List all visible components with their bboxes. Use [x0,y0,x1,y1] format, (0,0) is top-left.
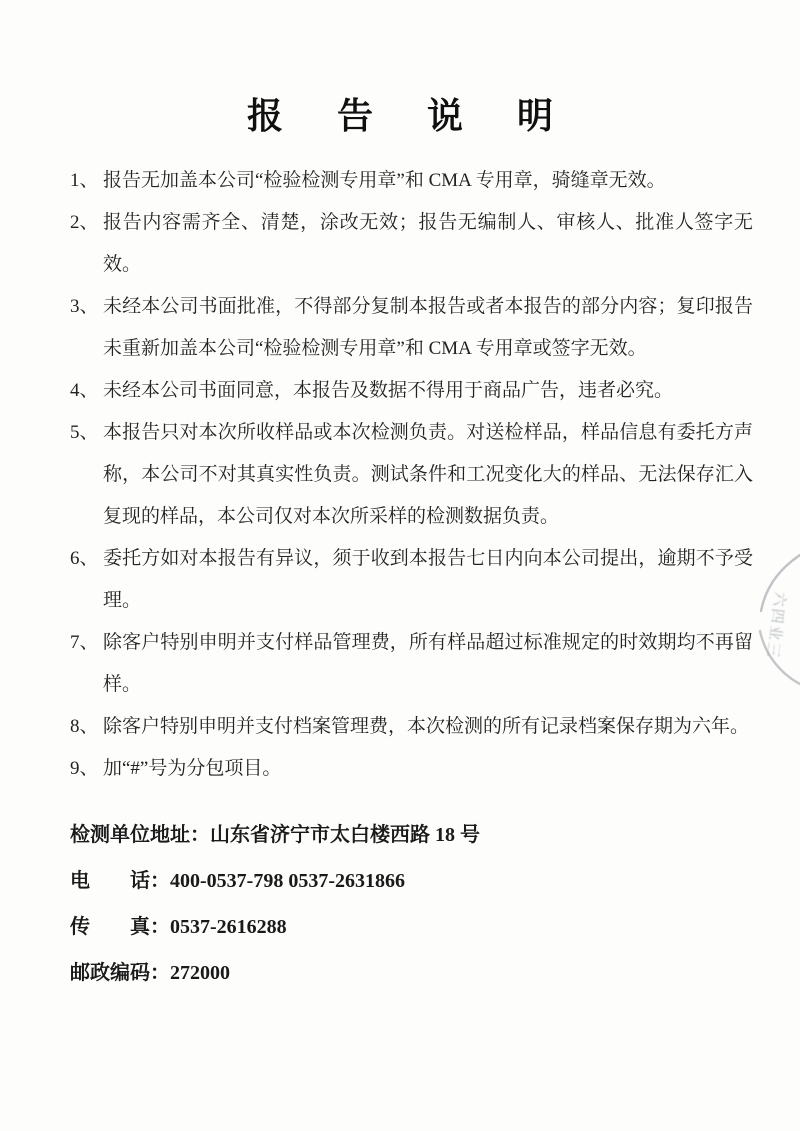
note-item-2 [70,202,753,286]
note-text: 本报告只对本次所收样品或本次检测负责。对送检样品，样品信息有委托方声称，本公司不对其真实性负责。测试条件和工况变化大的样品、无法保存汇入复现的样品，本公司仅对本次所采样的检测数据负责。 [103,422,753,527]
note-text: 未经本公司书面同意，本报告及数据不得用于商品广告，违者必究。 [103,380,674,401]
contact-phone-label: 电 话： [70,870,170,892]
note-number: 5、 [70,422,99,443]
stamp-arc-icon [754,543,800,695]
note-item-5 [70,412,753,538]
stamp-glyphs: 六四业三 [763,590,788,661]
contact-fax-value: 0537-2616288 [170,916,287,938]
note-item-7 [70,622,753,706]
contact-address-label: 检测单位地址： [70,824,210,846]
page-title [0,0,800,138]
contact-info [70,822,753,986]
contact-postcode-label: 邮政编码： [70,962,170,984]
note-item-4 [70,370,753,412]
note-item-9 [70,748,753,790]
contact-fax-label: 传 真： [70,916,170,938]
note-number: 3、 [70,296,99,317]
note-text: 委托方如对本报告有异议，须于收到本报告七日内向本公司提出，逾期不予受理。 [103,548,753,611]
note-number: 4、 [70,380,99,401]
contact-phone-value: 400-0537-798 0537-2631866 [170,870,405,892]
page-title-text: 报告说明 [246,95,607,136]
note-text: 加“#”号为分包项目。 [103,758,282,779]
note-text: 除客户特别申明并支付样品管理费，所有样品超过标准规定的时效期均不再留样。 [103,632,753,695]
note-item-6 [70,538,753,622]
note-text: 报告无加盖本公司“检验检测专用章”和 CMA 专用章，骑缝章无效。 [103,170,666,191]
contact-postcode-value: 272000 [170,962,230,984]
note-number: 9、 [70,758,99,779]
note-number: 2、 [70,212,99,233]
note-text: 报告内容需齐全、清楚，涂改无效；报告无编制人、审核人、批准人签字无效。 [103,212,753,275]
note-text: 除客户特别申明并支付档案管理费，本次检测的所有记录档案保存期为六年。 [103,716,750,737]
note-item-1 [70,160,753,202]
notes-list [70,160,753,790]
note-item-8 [70,706,753,748]
contact-address [70,822,753,848]
note-number: 1、 [70,170,99,191]
note-text: 未经本公司书面批准，不得部分复制本报告或者本报告的部分内容；复印报告未重新加盖本公司“检验检测专用章”和 CMA 专用章或签字无效。 [103,296,753,359]
contact-fax [70,914,753,940]
note-item-3 [70,286,753,370]
edge-stamp [754,543,800,695]
contact-phone [70,868,753,894]
note-number: 8、 [70,716,99,737]
note-number: 7、 [70,632,99,653]
contact-postcode [70,960,753,986]
note-number: 6、 [70,548,99,569]
contact-address-value: 山东省济宁市太白楼西路 18 号 [210,824,480,846]
